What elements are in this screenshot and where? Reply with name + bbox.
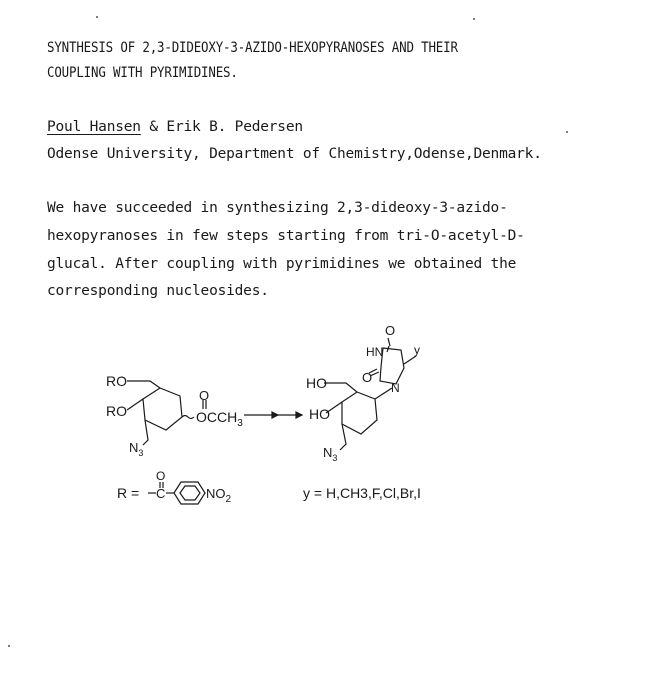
left-pyranose-ring bbox=[143, 388, 182, 430]
author-separator: & bbox=[140, 119, 167, 135]
left-ester-sub: 3 bbox=[237, 418, 243, 429]
abstract-line-3: glucal. After coupling with pyrimidines we obtained the bbox=[47, 256, 517, 272]
benzene-inner-ring bbox=[180, 486, 200, 500]
right-glycosidic-bond bbox=[375, 388, 392, 399]
pyrimidine-hn: HN bbox=[366, 345, 384, 359]
pyrimidine-ring-n: N bbox=[391, 381, 400, 395]
right-nucleoside-structure bbox=[306, 323, 420, 463]
left-sugar-structure bbox=[106, 373, 243, 458]
pyrimidine-o-left: O bbox=[362, 370, 373, 385]
arrow-head-end bbox=[296, 412, 302, 418]
r-nitro bbox=[206, 486, 232, 505]
y-definition: y = H,CH3,F,Cl,Br,I bbox=[303, 485, 421, 501]
left-ester bbox=[196, 409, 243, 429]
abstract-line-4: corresponding nucleosides. bbox=[47, 283, 269, 299]
author-2: Erik B. Pedersen bbox=[166, 119, 303, 135]
title-line-1: SYNTHESIS OF 2,3-DIDEOXY-3-AZIDO-HEXOPYRANOSES AND THEIR bbox=[47, 40, 458, 56]
left-ro-bond bbox=[127, 399, 143, 410]
r-carbon: C bbox=[156, 486, 166, 501]
right-azide bbox=[323, 445, 337, 463]
pyrimidine-y: y bbox=[414, 343, 420, 357]
author-1: Poul Hansen bbox=[47, 119, 141, 135]
left-azide bbox=[129, 440, 143, 458]
right-ho-mid: HO bbox=[309, 406, 330, 422]
r-nitro-text: NO bbox=[206, 486, 226, 501]
right-ch2-bond bbox=[324, 383, 357, 392]
left-ester-text: OCCH bbox=[196, 409, 238, 425]
r-label: R = bbox=[117, 485, 140, 501]
left-ro-top: RO bbox=[106, 373, 127, 389]
pyrimidine-y-bond bbox=[404, 356, 416, 364]
right-azide-bond bbox=[340, 424, 346, 450]
arrow-head-mid bbox=[272, 412, 278, 418]
right-azide-text: N bbox=[323, 445, 333, 460]
left-ch2-bond bbox=[127, 381, 160, 388]
r-definition bbox=[117, 469, 232, 505]
title-line-2: COUPLING WITH PYRIMIDINES. bbox=[47, 65, 238, 81]
abstract-line-2: hexopyranoses in few steps starting from tri-O-acetyl-D- bbox=[47, 228, 525, 244]
right-azide-sub: 3 bbox=[332, 453, 338, 463]
left-ro-mid: RO bbox=[106, 403, 127, 419]
left-ester-o: O bbox=[199, 388, 210, 403]
r-carbonyl-o: O bbox=[156, 469, 166, 483]
affiliation: Odense University, Department of Chemistry,Odense,Denmark. bbox=[47, 146, 542, 162]
r-nitro-sub: 2 bbox=[225, 494, 232, 505]
left-azide-sub: 3 bbox=[138, 448, 144, 458]
pyrimidine-co-top-2 bbox=[388, 338, 390, 346]
left-azide-bond bbox=[143, 420, 148, 445]
left-azide-text: N bbox=[129, 440, 139, 455]
left-wavy-bond bbox=[182, 416, 194, 419]
pyrimidine-ring bbox=[380, 348, 404, 384]
right-ho-top: HO bbox=[306, 375, 327, 391]
reaction-arrow bbox=[244, 412, 302, 418]
pyrimidine-o-top: O bbox=[385, 323, 396, 338]
abstract-line-1: We have succeeded in synthesizing 2,3-dideoxy-3-azido- bbox=[47, 200, 508, 216]
right-pyranose-ring bbox=[342, 392, 377, 434]
